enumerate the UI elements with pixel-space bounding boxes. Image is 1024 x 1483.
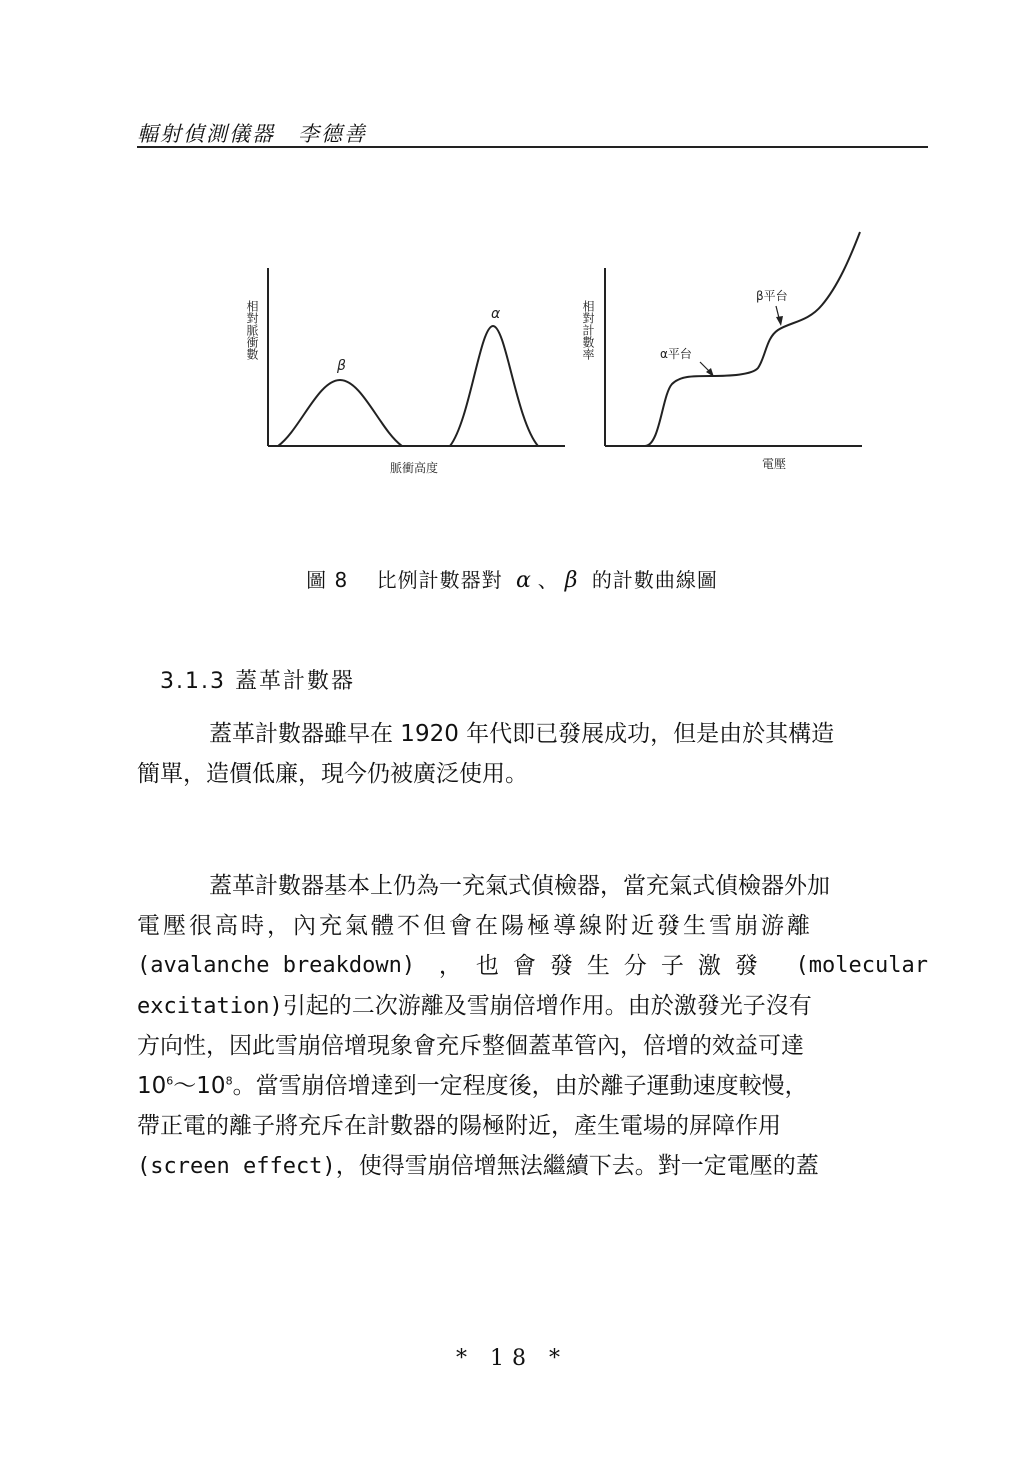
right-chart-beta-plateau-arrowhead [776, 316, 783, 326]
paragraph-2-line-1: 蓋革計數器基本上仍為一充氣式偵檢器，當充氣式偵檢器外加 [209, 873, 830, 899]
caption-prefix: 圖 8 比例計數器對 [306, 568, 503, 592]
paragraph-2-line-4-term: excitation) [137, 994, 283, 1019]
paragraph-2-line-3 [137, 946, 928, 986]
caption-separator: 、 [537, 568, 559, 592]
paragraph-2-line-8 [137, 1146, 928, 1186]
left-chart-beta-label: β [337, 358, 346, 374]
left-chart-xlabel: 脈衝高度 [390, 461, 439, 475]
right-chart-xlabel: 電壓 [762, 457, 787, 471]
paragraph-2-line-6-base-1: 10 [137, 1073, 167, 1099]
section-heading: 3.1.3 蓋革計數器 [160, 669, 355, 694]
paragraph-2-line-3-term-2: (molecular [795, 953, 928, 978]
paragraph-2-line-6-mid: ～10 [173, 1073, 226, 1099]
paragraph-1-line-2: 簡單，造價低廉，現今仍被廣泛使用。 [137, 761, 528, 787]
paragraph-2-line-8-term: (screen effect) [137, 1154, 336, 1179]
paragraph-2 [137, 866, 928, 1186]
paragraph-2-line-8-text: ，使得雪崩倍增無法繼續下去。對一定電壓的蓋 [335, 1153, 819, 1179]
paragraph-2-line-4 [137, 986, 928, 1026]
right-chart-alpha-plateau-label: α平台 [660, 347, 692, 361]
paragraph-2-line-6-exp-1: 6 [166, 1074, 174, 1088]
caption-beta: β [564, 568, 579, 593]
figure-caption [0, 564, 1024, 593]
left-chart [245, 268, 565, 475]
paragraph-1-line-1: 蓋革計數器雖早在 1920 年代即已發展成功，但是由於其構造 [209, 721, 835, 747]
left-chart-alpha-label: α [491, 306, 501, 322]
paragraph-1 [137, 714, 928, 794]
right-chart-ylabel: 相對計數率 [581, 300, 595, 360]
caption-alpha: α [515, 568, 532, 593]
paragraph-2-line-4-text: 引起的二次游離及雪崩倍增作用。由於激發光子沒有 [282, 993, 812, 1019]
paragraph-2-line-5: 方向性，因此雪崩倍增現象會充斥整個蓋革管內，倍增的效益可達 [137, 1033, 804, 1059]
page-number: * 18 * [456, 1346, 568, 1371]
paragraph-2-line-6-rest: 。當雪崩倍增達到一定程度後，由於離子運動速度較慢， [232, 1073, 808, 1099]
left-chart-ylabel: 相對脈衝數 [245, 300, 259, 360]
left-chart-beta-peak [278, 380, 402, 446]
paragraph-2-line-3-term: (avalanche breakdown) [137, 953, 416, 978]
figure-8 [0, 200, 1024, 490]
paragraph-2-line-6-exp-2: 8 [225, 1074, 233, 1088]
right-chart-beta-plateau-label: β平台 [756, 289, 788, 303]
header-rule [137, 146, 928, 148]
right-chart-count-curve [645, 232, 860, 446]
paragraph-2-line-2: 電壓很高時，內充氣體不但會在陽極導線附近發生雪崩游離 [137, 913, 813, 939]
left-chart-alpha-peak [450, 326, 538, 446]
running-header: 輻射偵測儀器 李德善 [137, 122, 367, 146]
right-chart [581, 232, 862, 471]
paragraph-2-line-3-text: ，也會發生分子激發 [438, 953, 772, 979]
paragraph-2-line-7: 帶正電的離子將充斥在計數器的陽極附近，產生電場的屏障作用 [137, 1113, 781, 1139]
paragraph-2-line-6 [137, 1066, 928, 1106]
caption-suffix: 的計數曲線圖 [591, 568, 718, 592]
